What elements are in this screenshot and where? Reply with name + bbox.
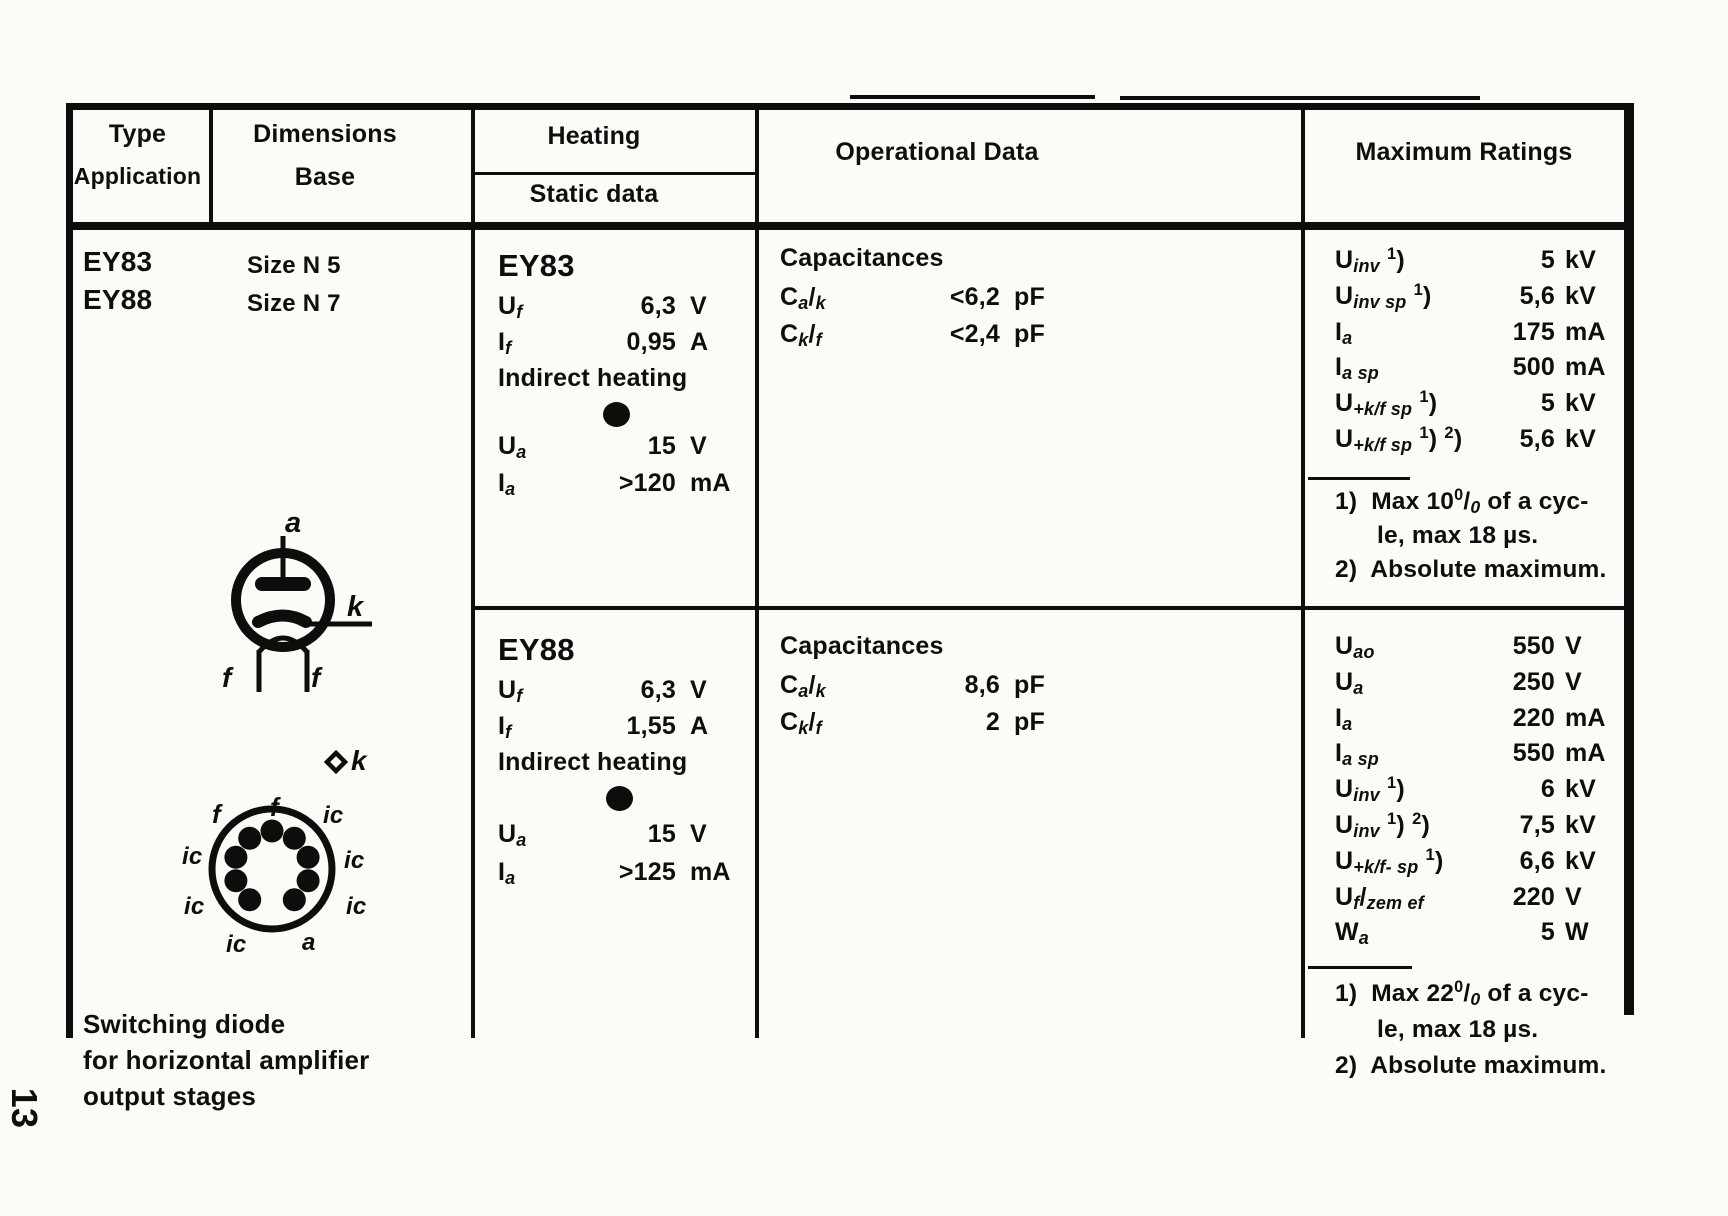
cathode-arc [258, 616, 306, 623]
footnote-line: 2) Absolute maximum. [1335, 1052, 1607, 1079]
param-label: $C_a/_k$ [780, 283, 826, 313]
param-value: >125 [618, 858, 676, 886]
top-cap-diamond-icon [327, 753, 345, 771]
bullet-marker [603, 402, 630, 427]
param-unit: mA [1565, 739, 1606, 768]
param-unit: kV [1565, 424, 1596, 453]
base-label-left: ic [182, 843, 203, 870]
rating-line [1335, 704, 1623, 740]
param-value: 6,6 [1519, 846, 1555, 875]
param-label: $U_{+k/f- sp}$ $^1$) [1335, 845, 1444, 877]
rating-line [1335, 739, 1623, 775]
param-value: 550 [1512, 739, 1555, 768]
scan-artifact-line-2 [1120, 96, 1480, 100]
param-label: $U_f/_{zem ef}$ [1335, 882, 1424, 913]
application-description [83, 1006, 369, 1114]
param-label: $I_f$ [498, 712, 512, 742]
param-label: $I_a$ [1335, 317, 1353, 348]
param-unit: pF [1014, 320, 1045, 348]
header-base: Base [294, 163, 356, 191]
param-label: $I_f$ [498, 328, 512, 358]
operational-block-ey88 [780, 632, 1072, 745]
static-line [498, 432, 736, 469]
param-unit: kV [1565, 281, 1596, 310]
capacitance-line [780, 283, 1072, 320]
param-value: 8,6 [964, 671, 1000, 699]
footnote-line: 1) Max $22^0/_0$ of a cyc- [1335, 978, 1589, 1009]
footnote-line: le, max 18 µs. [1377, 1016, 1539, 1043]
param-value: 5 [1540, 389, 1555, 418]
static-line [498, 858, 736, 896]
param-unit: mA [690, 858, 731, 886]
param-label: $U_a$ [498, 820, 527, 850]
base-label-upper-left: f [212, 799, 221, 829]
param-value: <6,2 [949, 283, 1000, 311]
param-unit: kV [1565, 775, 1596, 804]
rating-line [1335, 389, 1623, 425]
base-label-lower-right: ic [346, 893, 367, 920]
param-value: 15 [647, 820, 676, 848]
param-value: 2 [985, 708, 1000, 736]
pin-dot [224, 869, 247, 892]
param-label: $U_{+k/f sp}$ $^1$) [1335, 388, 1438, 420]
param-unit: V [1565, 632, 1582, 660]
diode-schematic-symbol [178, 498, 398, 713]
param-unit: kV [1565, 246, 1596, 274]
row-separator-line [473, 606, 1632, 610]
param-label: $W_a$ [1335, 918, 1370, 949]
header-application: Application [73, 163, 202, 189]
bullet-marker [606, 786, 633, 811]
application-line: output stages [83, 1081, 257, 1111]
rating-line [1335, 847, 1623, 883]
param-unit: A [690, 328, 709, 356]
static-data-block-ey88 [498, 820, 736, 896]
pin-dot [224, 846, 247, 869]
tube-type-ey83: EY83 [83, 246, 153, 277]
capacitance-line [780, 708, 1072, 745]
param-value: 6,3 [640, 676, 676, 704]
ratings-block-ey83 [1335, 246, 1623, 461]
base-label-bottom-right: a [302, 929, 316, 956]
header-heating: Heating [547, 122, 641, 150]
pin-dot [283, 888, 306, 911]
param-value: 5 [1540, 246, 1555, 274]
header-dimensions: Dimensions [253, 120, 397, 148]
base-label-top-cap: k [351, 745, 367, 776]
param-label: $I_a$ [498, 858, 516, 888]
header-operational-data: Operational Data [835, 138, 1039, 166]
base-label-right: ic [344, 847, 365, 874]
heating-line [498, 712, 736, 748]
param-label: $U_a$ [498, 432, 527, 462]
param-label: $U_{inv}$ $^1$) [1335, 244, 1405, 276]
param-label: $U_{ao}$ [1335, 632, 1375, 662]
base-pinout-diagram [158, 728, 393, 968]
tube-size-ey83: Size N 5 [247, 252, 341, 279]
param-value: <2,4 [949, 320, 1000, 348]
param-label: $C_k/_f$ [780, 320, 822, 350]
filament-label-left: f [222, 662, 232, 693]
footnote-rule-ey88 [1308, 966, 1412, 969]
param-unit: V [1565, 882, 1582, 911]
param-unit: pF [1014, 283, 1045, 311]
rating-line [1335, 318, 1623, 354]
table-border-top [68, 103, 1632, 110]
tube-size-list [247, 247, 341, 323]
param-label: $U_{+k/f sp}$ $^1$) $^2$) [1335, 423, 1463, 455]
rating-line [1335, 811, 1623, 847]
param-label: $I_{a sp}$ [1335, 739, 1379, 770]
divider-operational-ratings [1301, 110, 1305, 1038]
param-unit: V [690, 676, 707, 704]
anode-label: a [285, 507, 302, 539]
param-label: $U_{inv sp}$ $^1$) [1335, 280, 1432, 312]
base-label-upper-right: ic [323, 802, 344, 829]
param-label: $U_{inv}$ $^1$) [1335, 774, 1405, 806]
cathode-label: k [347, 591, 364, 623]
param-label: $C_k/_f$ [780, 708, 822, 738]
capacitance-line [780, 320, 1072, 357]
param-unit: V [690, 432, 707, 460]
heating-underline [473, 172, 755, 175]
param-unit: W [1565, 918, 1589, 947]
param-unit: mA [1565, 317, 1606, 346]
static-data-block-ey83 [498, 432, 736, 506]
heating-title: EY83 [498, 248, 575, 283]
header-maximum-ratings: Maximum Ratings [1355, 138, 1573, 166]
page-number: 13 [4, 1087, 45, 1129]
param-value: 6 [1540, 775, 1555, 804]
footnote-line: 2) Absolute maximum. [1335, 556, 1607, 583]
pin-dot [238, 888, 261, 911]
operational-block-ey83 [780, 244, 1072, 357]
param-unit: V [1565, 667, 1582, 696]
param-label: $U_f$ [498, 676, 523, 706]
table-border-left [66, 103, 73, 1038]
pin-dot [297, 846, 320, 869]
rating-line [1335, 668, 1623, 704]
application-line: Switching diode [83, 1009, 286, 1039]
capacitance-line [780, 671, 1072, 708]
param-unit: pF [1014, 671, 1045, 699]
param-value: 0,95 [626, 328, 676, 356]
param-label: $C_a/_k$ [780, 671, 826, 701]
param-value: 175 [1512, 317, 1555, 346]
param-unit: V [690, 820, 707, 848]
capacitances-title: Capacitances [780, 632, 944, 660]
base-label-top: f [270, 792, 279, 822]
param-value: 6,3 [640, 292, 676, 320]
rating-line [1335, 883, 1623, 919]
pin-dot [261, 820, 284, 843]
static-line [498, 469, 736, 506]
header-static-data: Static data [529, 180, 659, 208]
param-unit: pF [1014, 708, 1045, 736]
rating-line [1335, 775, 1623, 811]
tube-type-ey88: EY88 [83, 284, 153, 315]
divider-heating-operational [755, 110, 759, 1038]
rating-line [1335, 918, 1623, 954]
footnotes-ey83 [1335, 488, 1630, 590]
param-unit: kV [1565, 846, 1596, 875]
tube-size-ey88: Size N 7 [247, 290, 341, 317]
param-value: 5,6 [1519, 281, 1555, 310]
filament-label-right: f [311, 662, 321, 693]
param-unit: kV [1565, 810, 1596, 839]
footnotes-ey88 [1335, 980, 1630, 1088]
param-value: 220 [1512, 703, 1555, 732]
param-value: 7,5 [1519, 810, 1555, 839]
param-unit: kV [1565, 389, 1596, 418]
param-value: 15 [647, 432, 676, 460]
rating-line [1335, 353, 1623, 389]
heating-note: Indirect heating [498, 364, 688, 392]
divider-dimensions-heating [471, 110, 475, 1038]
param-value: 500 [1512, 353, 1555, 382]
param-value: 5 [1540, 918, 1555, 947]
heating-line [498, 676, 736, 712]
heating-block-ey83 [498, 248, 736, 400]
param-unit: mA [1565, 353, 1606, 382]
param-unit: mA [690, 469, 731, 497]
base-label-lower-left: ic [184, 893, 205, 920]
base-label-bottom-left: ic [226, 931, 247, 958]
rating-line [1335, 632, 1623, 668]
footnote-rule-ey83 [1308, 477, 1410, 480]
param-value: 220 [1512, 882, 1555, 911]
scan-artifact-line-1 [850, 95, 1095, 99]
header-type: Type [108, 120, 167, 148]
rating-line [1335, 425, 1623, 461]
ratings-block-ey88 [1335, 632, 1623, 954]
param-value: >120 [618, 469, 676, 497]
param-value: 1,55 [626, 712, 676, 740]
param-unit: mA [1565, 703, 1606, 732]
heating-note: Indirect heating [498, 748, 688, 776]
heating-block-ey88 [498, 632, 736, 784]
footnote-line: le, max 18 µs. [1377, 522, 1539, 549]
rating-line [1335, 282, 1623, 318]
param-label: $I_a$ [498, 469, 516, 499]
pin-dot [297, 869, 320, 892]
capacitances-title: Capacitances [780, 244, 944, 272]
heating-title: EY88 [498, 632, 575, 667]
heating-line [498, 328, 736, 364]
static-line [498, 820, 736, 858]
header-separator-line [68, 222, 1632, 230]
param-value: 250 [1512, 667, 1555, 696]
param-unit: A [690, 712, 709, 740]
application-line: for horizontal amplifier [83, 1045, 370, 1075]
pin-dot [238, 827, 261, 850]
param-value: 550 [1512, 632, 1555, 660]
param-unit: V [690, 292, 707, 320]
pin-dot [283, 827, 306, 850]
param-label: $U_{inv}$ $^1$) $^2$) [1335, 809, 1431, 841]
param-value: 5,6 [1519, 424, 1555, 453]
param-label: $I_{a sp}$ [1335, 353, 1379, 384]
param-label: $U_f$ [498, 292, 523, 322]
tube-type-list [83, 243, 152, 319]
heating-line [498, 292, 736, 328]
param-label: $U_a$ [1335, 667, 1364, 698]
footnote-line: 1) Max $10^0/_0$ of a cyc- [1335, 486, 1589, 517]
rating-line [1335, 246, 1623, 282]
param-label: $I_a$ [1335, 703, 1353, 734]
